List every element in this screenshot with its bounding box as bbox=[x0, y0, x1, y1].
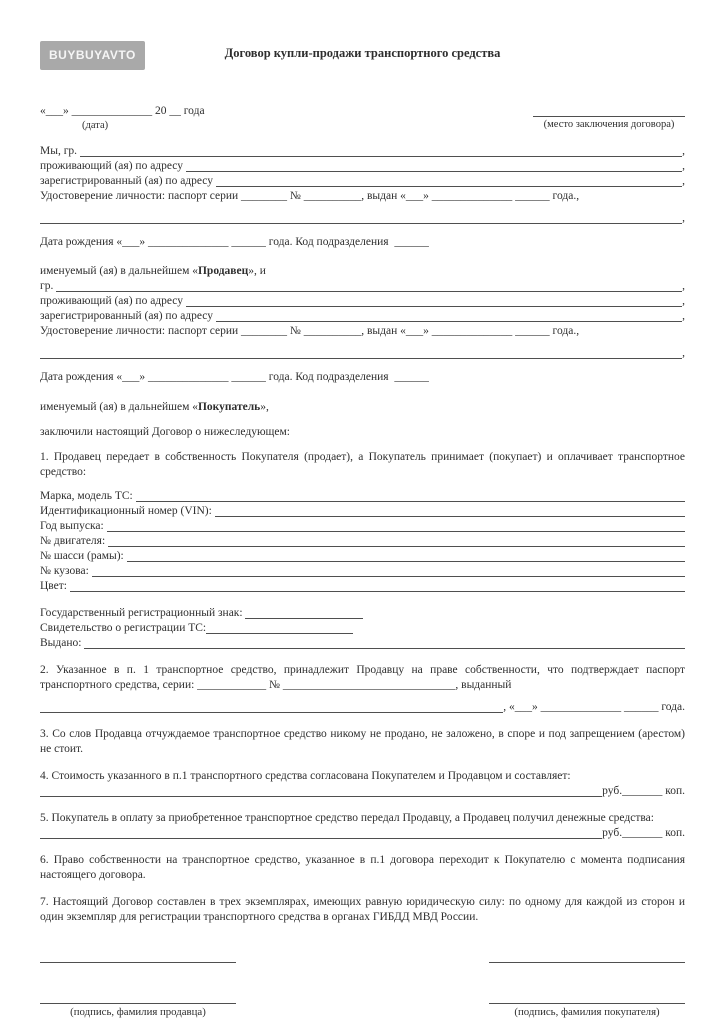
text-segment: , bbox=[682, 280, 685, 292]
text-segment: Дата рождения «___» ______________ ______ года. Код подразделения ______ bbox=[40, 371, 429, 383]
spacer bbox=[40, 841, 685, 853]
blank-fill-line bbox=[216, 310, 682, 322]
clause-2 bbox=[40, 663, 685, 693]
text-segment: Дата рождения «___» ______________ ______ года. Код подразделения ______ bbox=[40, 236, 429, 248]
buyer-signature-line-1 bbox=[489, 949, 685, 963]
clause-3 bbox=[40, 727, 685, 757]
text-segment: руб._______ коп. bbox=[602, 827, 685, 839]
text-segment: Удостоверение личности: паспорт серии ________ № __________, выдан «___» ______________ ______ года., bbox=[40, 325, 580, 337]
place-blank-line bbox=[533, 104, 685, 117]
blank-fill-line bbox=[107, 520, 685, 532]
text-segment: Свидетельство о регистрации ТС: bbox=[40, 622, 207, 634]
buyer-signature-caption: (подпись, фамилия покупателя) bbox=[514, 1006, 660, 1018]
blank-fill-line bbox=[80, 145, 682, 157]
text-segment: Цвет: bbox=[40, 580, 70, 592]
text-segment: 1. Продавец передает в собственность Покупателя (продает), а Покупатель принимает (покупает) и оплачивает транспортное средство: bbox=[40, 451, 685, 478]
blank-fill-line bbox=[186, 160, 682, 172]
blank-fill-line bbox=[84, 637, 685, 649]
text-segment: , bbox=[682, 175, 685, 187]
text-segment: Идентификационный номер (VIN): bbox=[40, 505, 215, 517]
field-year bbox=[40, 519, 685, 534]
text-segment: , bbox=[682, 212, 685, 224]
clause-4-amount-line bbox=[40, 784, 685, 799]
field-chassis-number bbox=[40, 549, 685, 564]
contract-body bbox=[40, 144, 685, 925]
date-and-place-row bbox=[40, 104, 685, 132]
text-segment: 7. Настоящий Договор составлен в трех экземплярах, имеющих равную юридическую силу: по одному для каждой из сторон и один экземпляр для регистрации транспортного средства в органах ГИБДД МВД России. bbox=[40, 896, 685, 923]
blank-fill-line bbox=[40, 701, 503, 713]
text-segment: Выдано: bbox=[40, 637, 85, 649]
blank-fill-line bbox=[40, 827, 602, 839]
text-segment: , bbox=[682, 347, 685, 359]
buyer-signature-line-2 bbox=[489, 990, 685, 1004]
spacer bbox=[40, 440, 685, 450]
date-caption: (дата) bbox=[82, 120, 109, 131]
blank-fill-line bbox=[186, 295, 682, 307]
clause-7 bbox=[40, 895, 685, 925]
clause-1 bbox=[40, 450, 685, 480]
seller-passport-issuer-line bbox=[40, 211, 685, 226]
spacer bbox=[40, 415, 685, 425]
text-segment: руб._______ коп. bbox=[602, 785, 685, 797]
spacer bbox=[40, 799, 685, 811]
text-segment: , bbox=[682, 295, 685, 307]
spacer bbox=[40, 204, 685, 211]
text-segment: Марка, модель ТС: bbox=[40, 490, 136, 502]
text-segment: 3. Со слов Продавца отчуждаемое транспортное средство никому не продано, не заложено, в споре и под запрещением (арестом) не стоит. bbox=[40, 728, 685, 755]
text-segment: Удостоверение личности: паспорт серии ________ № __________, выдан «___» ______________ ______ года., bbox=[40, 190, 580, 202]
blank-fill-line bbox=[70, 580, 685, 592]
text-segment: 5. Покупатель в оплату за приобретенное транспортное средство передал Продавцу, а Продавец получил денежные средства: bbox=[40, 812, 654, 824]
clause-2-date-line bbox=[40, 700, 685, 715]
seller-signature-caption: (подпись, фамилия продавца) bbox=[70, 1006, 206, 1018]
blank-fill-line bbox=[216, 175, 682, 187]
text-segment: зарегистрированный (ая) по адресу bbox=[40, 310, 216, 322]
spacer bbox=[40, 226, 685, 235]
field-body-number bbox=[40, 564, 685, 579]
text-segment: № двигателя: bbox=[40, 535, 109, 547]
spacer bbox=[40, 883, 685, 895]
text-segment: гр. bbox=[40, 280, 57, 292]
blank-line bbox=[245, 607, 363, 619]
signature-section bbox=[40, 949, 685, 1019]
seller-address-line bbox=[40, 159, 685, 174]
text-segment: Государственный регистрационный знак: bbox=[40, 607, 246, 619]
preamble-line bbox=[40, 425, 685, 440]
text-segment: № шасси (рамы): bbox=[40, 550, 127, 562]
seller-signature-line-2 bbox=[40, 990, 236, 1004]
blank-fill-line bbox=[92, 565, 685, 577]
seller-birthdate-line bbox=[40, 235, 685, 250]
place-block bbox=[533, 104, 685, 131]
seller-name-line bbox=[40, 144, 685, 159]
seller-signature-line-1 bbox=[40, 949, 236, 963]
text-segment: Год выпуска: bbox=[40, 520, 107, 532]
place-caption: (место заключения договора) bbox=[543, 119, 675, 130]
field-plate-number bbox=[40, 606, 685, 621]
seller-registered-address-line bbox=[40, 174, 685, 189]
spacer bbox=[40, 651, 685, 663]
buyer-address-line bbox=[40, 294, 685, 309]
emphasized-term: Продавец bbox=[197, 265, 249, 277]
spacer bbox=[40, 693, 685, 700]
text-segment: , bbox=[682, 145, 685, 157]
text-segment: , «___» ______________ ______ года. bbox=[503, 701, 685, 713]
buyer-name-line bbox=[40, 279, 685, 294]
buyer-signature-block bbox=[489, 949, 685, 1019]
seller-passport-line bbox=[40, 189, 685, 204]
clause-5-amount-line bbox=[40, 826, 685, 841]
date-block bbox=[40, 104, 205, 132]
blank-fill-line bbox=[40, 785, 602, 797]
document-header bbox=[40, 38, 685, 90]
document-title: Договор купли-продажи транспортного средства bbox=[224, 46, 501, 60]
spacer bbox=[40, 339, 685, 346]
field-engine-number bbox=[40, 534, 685, 549]
text-segment: зарегистрированный (ая) по адресу bbox=[40, 175, 216, 187]
text-segment: », и bbox=[248, 265, 266, 277]
spacer bbox=[40, 480, 685, 489]
blank-fill-line bbox=[40, 347, 682, 359]
text-segment: № кузова: bbox=[40, 565, 92, 577]
spacer bbox=[40, 250, 685, 264]
field-issued-by bbox=[40, 636, 685, 651]
text-segment: заключили настоящий Договор о нижеследующем: bbox=[40, 426, 290, 438]
spacer bbox=[40, 361, 685, 370]
text-segment: именуемый (ая) в дальнейшем « bbox=[40, 265, 198, 277]
emphasized-term: Покупатель bbox=[197, 401, 261, 413]
blank-fill-line bbox=[215, 505, 685, 517]
field-registration-certificate bbox=[40, 621, 685, 636]
blank-line bbox=[206, 622, 353, 634]
spacer bbox=[40, 715, 685, 727]
spacer bbox=[40, 757, 685, 769]
field-vin bbox=[40, 504, 685, 519]
text-segment: , bbox=[682, 160, 685, 172]
spacer bbox=[40, 385, 685, 400]
text-segment: проживающий (ая) по адресу bbox=[40, 295, 186, 307]
blank-fill-line bbox=[40, 212, 682, 224]
text-segment: , bbox=[682, 310, 685, 322]
seller-signature-block bbox=[40, 949, 236, 1019]
field-make-model bbox=[40, 489, 685, 504]
clause-4 bbox=[40, 769, 685, 784]
date-blank-line: «___» ______________ 20 __ года bbox=[40, 105, 205, 117]
blank-fill-line bbox=[108, 535, 685, 547]
clause-5 bbox=[40, 811, 685, 826]
text-segment: », bbox=[260, 401, 269, 413]
blank-fill-line bbox=[127, 550, 685, 562]
blank-fill-line bbox=[56, 280, 682, 292]
text-segment: 2. Указанное в п. 1 транспортное средство, принадлежит Продавцу на праве собственности, что подтверждает паспорт транспортного средства, серии: ____________ № ______________________________, выданный bbox=[40, 664, 685, 691]
text-segment: 4. Стоимость указанного в п.1 транспортного средства согласована Покупателем и Продавцом и составляет: bbox=[40, 770, 571, 782]
field-color bbox=[40, 579, 685, 594]
text-segment: именуемый (ая) в дальнейшем « bbox=[40, 401, 198, 413]
clause-6 bbox=[40, 853, 685, 883]
buyer-passport-line bbox=[40, 324, 685, 339]
spacer bbox=[40, 594, 685, 606]
text-segment: 6. Право собственности на транспортное средство, указанное в п.1 договора переходит к Покупателю с момента подписания настоящего договора. bbox=[40, 854, 685, 881]
text-segment: Мы, гр. bbox=[40, 145, 80, 157]
blank-fill-line bbox=[136, 490, 685, 502]
text-segment: проживающий (ая) по адресу bbox=[40, 160, 186, 172]
seller-alias-line bbox=[40, 264, 685, 279]
buyer-passport-issuer-line bbox=[40, 346, 685, 361]
buyer-birthdate-line bbox=[40, 370, 685, 385]
buyer-registered-address-line bbox=[40, 309, 685, 324]
buybuyavto-logo: BUYBUYAVTO bbox=[40, 41, 145, 70]
buyer-alias-line bbox=[40, 400, 685, 415]
